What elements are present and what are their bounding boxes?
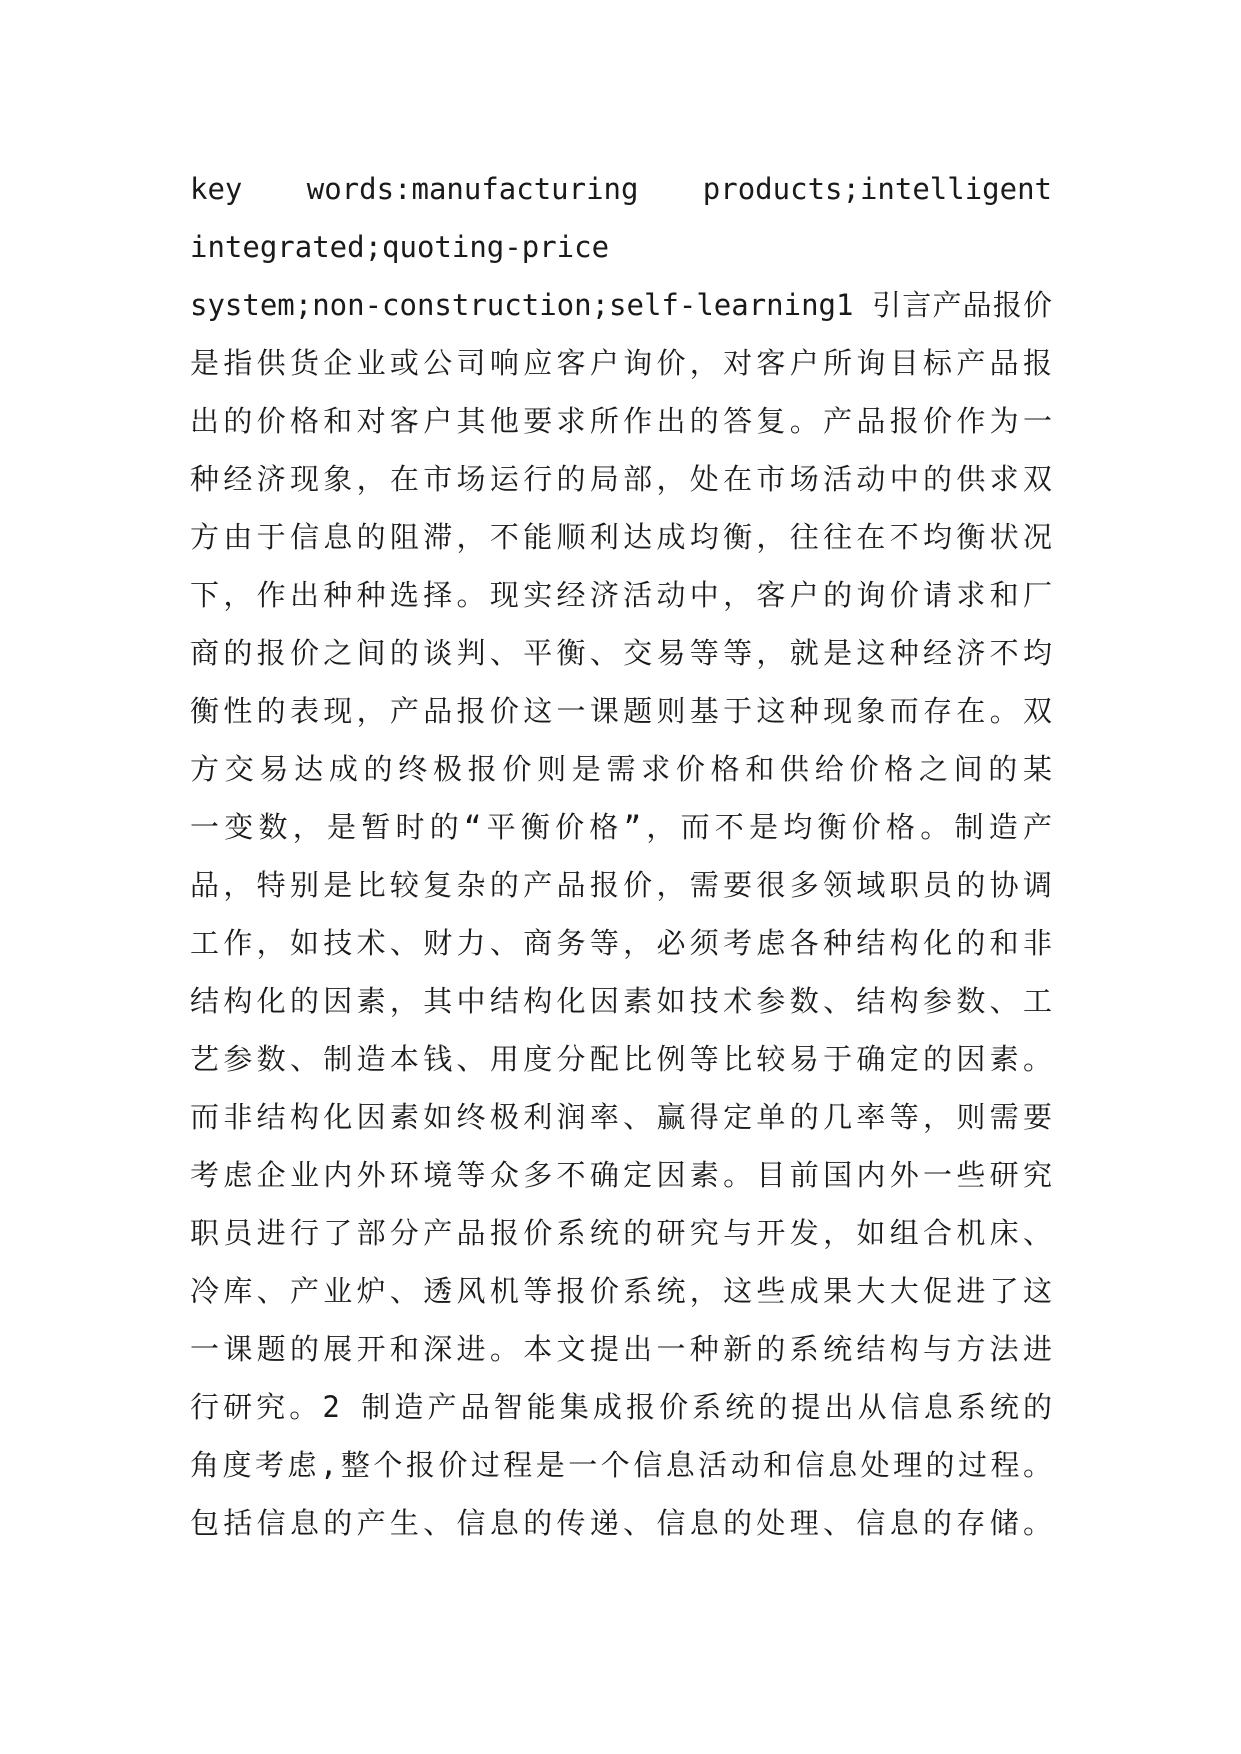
text-line: 角度考虑,整个报价过程是一个信息活动和信息处理的过程。 (190, 1448, 1052, 1482)
text-line: integrated;quoting-price (190, 230, 610, 264)
body-text (190, 160, 1052, 1552)
text-line: 工作，如技术、财力、商务等，必须考虑各种结构化的和非 (190, 926, 1052, 960)
text-line: 包括信息的产生、信息的传递、信息的处理、信息的存储。 (190, 1506, 1052, 1540)
text-line: 方交易达成的终极报价则是需求价格和供给价格之间的某 (190, 752, 1052, 786)
text-line: 行研究。2 制造产品智能集成报价系统的提出从信息系统的 (190, 1390, 1052, 1424)
text-line: 结构化的因素，其中结构化因素如技术参数、结构参数、工 (190, 984, 1052, 1018)
text-line: 品，特别是比较复杂的产品报价，需要很多领域职员的协调 (190, 868, 1052, 902)
text-line: 职员进行了部分产品报价系统的研究与开发，如组合机床、 (190, 1216, 1052, 1250)
text-line: 而非结构化因素如终极利润率、赢得定单的几率等，则需要 (190, 1100, 1052, 1134)
text-line: 商的报价之间的谈判、平衡、交易等等，就是这种经济不均 (190, 636, 1052, 670)
text-line: 冷库、产业炉、透风机等报价系统，这些成果大大促进了这 (190, 1274, 1052, 1308)
text-line: system;non-construction;self-learning1 引言产品报价 (190, 288, 1052, 322)
text-line: key words:manufacturing products;intelligent (190, 172, 1052, 206)
text-line: 种经济现象，在市场运行的局部，处在市场活动中的供求双 (190, 462, 1052, 496)
text-line: 艺参数、制造本钱、用度分配比例等比较易于确定的因素。 (190, 1042, 1052, 1076)
text-line: 下，作出种种选择。现实经济活动中，客户的询价请求和厂 (190, 578, 1052, 612)
text-line: 出的价格和对客户其他要求所作出的答复。产品报价作为一 (190, 404, 1052, 438)
text-line: 一课题的展开和深进。本文提出一种新的系统结构与方法进 (190, 1332, 1052, 1366)
text-line: 考虑企业内外环境等众多不确定因素。目前国内外一些研究 (190, 1158, 1052, 1192)
text-line: 一变数，是暂时的“平衡价格”，而不是均衡价格。制造产 (190, 810, 1052, 844)
text-line: 衡性的表现，产品报价这一课题则基于这种现象而存在。双 (190, 694, 1052, 728)
text-line: 方由于信息的阻滞，不能顺利达成均衡，往往在不均衡状况 (190, 520, 1052, 554)
text-line: 是指供货企业或公司响应客户询价，对客户所询目标产品报 (190, 346, 1052, 380)
